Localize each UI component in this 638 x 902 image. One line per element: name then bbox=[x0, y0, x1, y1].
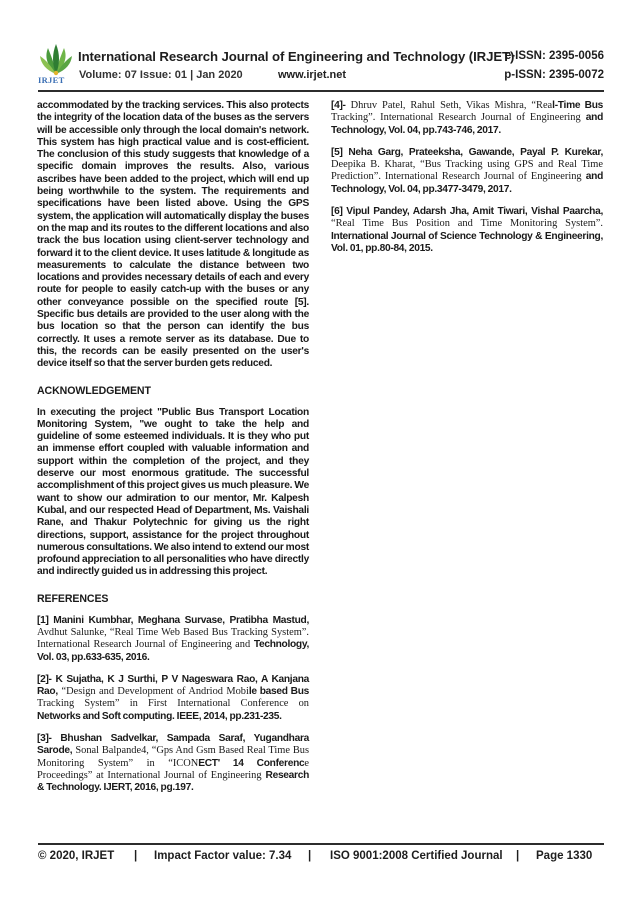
reference-item bbox=[331, 100, 603, 137]
reference-body: e Proceedings” at International Journal of Engineering bbox=[37, 757, 309, 781]
page-footer bbox=[38, 850, 604, 866]
reference-body: “Design and Development of Andriod Mobi bbox=[61, 686, 249, 698]
e-issn: e-ISSN: 2395-0056 bbox=[504, 50, 604, 62]
reference-item bbox=[331, 206, 603, 255]
reference-authors: [4]- bbox=[331, 100, 346, 111]
reference-authors: [2]- K Sujatha, K J Surthi, P V Nageswara Rao, A Kanjana Rao, bbox=[37, 673, 309, 698]
reference-authors: [3]- Bhushan Sadvelkar, Sampada Saraf, Yugandhara Sarode, bbox=[37, 733, 309, 757]
reference-authors: [1] Manini Kumbhar, Meghana Survase, Pratibha Mastud, bbox=[37, 614, 309, 626]
reference-source: Technology, Vol. 03, pp.633-635, 2016. bbox=[37, 639, 309, 663]
footer-impact-factor: Impact Factor value: 7.34 bbox=[154, 850, 292, 862]
footer-iso: ISO 9001:2008 Certified Journal bbox=[330, 850, 503, 862]
footer-separator: | bbox=[134, 850, 138, 862]
right-column bbox=[331, 100, 603, 265]
reference-item bbox=[331, 147, 603, 196]
acknowledgement-paragraph: In executing the project "Public Bus Transport Location Monitoring System, "we ought to take the help and guideline of some esteemed individuals. It is they who put an immense effort coupled with valuable information and support within the completion of the project, and they deserve our most enormous gratitude. The successful accomplishment of this project gives us much pleasure. We want to show our admiration to our mentor, Mr. Kalpesh Kubal, and our respected Head of Department, Ms. Vaishali Rane, and Thakur Polytechnic for giving us the right directions, support, assistance for the project throughout numerous consultations. We also intend to extend our most profound appreciation to all personalities who have directly and indirectly guided us in addressing this project. bbox=[37, 406, 309, 578]
reference-body: Sonal Balpande4, “Gps And Gsm Based Real Time Bus Monitoring System” in “ICON bbox=[37, 745, 309, 769]
header-divider bbox=[38, 90, 604, 92]
reference-source: Networks and Soft computing. IEEE, 2014, pp.231-235. bbox=[37, 710, 282, 722]
footer-page-number: Page 1330 bbox=[536, 850, 593, 862]
references-heading: REFERENCES bbox=[37, 592, 109, 605]
reference-body: Avdhut Salunke, “Real Time Web Based Bus Tracking System”. International Research Journal of Engineering and bbox=[37, 626, 309, 651]
footer-divider bbox=[38, 843, 604, 845]
footer-separator: | bbox=[308, 850, 312, 862]
reference-body: Dhruv Patel, Rahul Seth, Vikas Mishra, “Rea bbox=[345, 100, 553, 111]
logo-text: IRJET bbox=[38, 75, 65, 85]
reference-authors: [6] Vipul Pandey, Adarsh Jha, Amit Tiwari, Vishal Paarcha, bbox=[331, 206, 603, 218]
conclusion-paragraph: accommodated by the tracking services. This also protects the integrity of the location data of the buses as the servers will be accessible only through the local domain's network. This system has high practical value and is cost-efficient. The conclusion of this study suggests that knowledge of a specific domain improves the results. Also, various ascribes have been added to the project, which will end up being worthwhile to the system. The requirements and specifications have been listed above. Using the GPS system, the application will automatically display the buses on the map and its routes to the different locations and also track the bus location using client-server technology and forward it to the client device. It uses latitude & longitude as measurements to calculate the distance between two locations and provides necessary details of each and every route for people to easily catch-up with the buses or any other conveyance possible on the specified route [5]. Specific bus details are provided to the user along with the bus location so that the person can identify the bus correctly. It uses a remote server as its database. Due to this, the records can be easily presented on the user's device itself so that the server burden gets reduced. bbox=[37, 100, 309, 370]
reference-body: Deepika B. Kharat, “Bus Tracking using GPS and Real Time Prediction”. International Research Journal of Engineering bbox=[331, 159, 603, 183]
reference-item bbox=[37, 615, 309, 664]
left-column bbox=[37, 100, 309, 805]
reference-body: Tracking System” in First International Conference on bbox=[37, 698, 309, 710]
reference-source: and Technology, Vol. 04, pp.743-746, 2017. bbox=[331, 112, 603, 136]
reference-source: and Technology, Vol. 04, pp.3477-3479, 2017. bbox=[331, 171, 603, 195]
p-issn: p-ISSN: 2395-0072 bbox=[504, 69, 604, 81]
footer-separator: | bbox=[516, 850, 520, 862]
journal-title: International Research Journal of Engineering and Technology (IRJET) bbox=[78, 49, 515, 64]
reference-body: Tracking”. International Research Journal of Engineering bbox=[331, 112, 581, 124]
reference-body-bold: ECT' 14 Conferenc bbox=[198, 757, 305, 769]
journal-website-link[interactable]: www.irjet.net bbox=[278, 69, 347, 81]
reference-source: International Journal of Science Technology & Engineering, Vol. 01, pp.80-84, 2015. bbox=[331, 230, 603, 254]
reference-body-bold: l-Time Bus bbox=[552, 100, 603, 111]
reference-source: Research & Technology. IJERT, 2016, pg.197. bbox=[37, 769, 309, 794]
volume-issue: Volume: 07 Issue: 01 | Jan 2020 bbox=[79, 69, 243, 81]
acknowledgement-heading: ACKNOWLEDGEMENT bbox=[37, 384, 151, 397]
footer-copyright: © 2020, IRJET bbox=[38, 850, 115, 862]
page-header bbox=[38, 44, 604, 88]
reference-authors: [5] Neha Garg, Prateeksha, Gawande, Payal P. Kurekar, bbox=[331, 146, 603, 158]
reference-item bbox=[37, 674, 309, 723]
reference-item bbox=[37, 733, 309, 794]
reference-body-bold: le based Bus bbox=[248, 686, 309, 698]
journal-logo bbox=[38, 44, 74, 88]
reference-body: “Real Time Bus Position and Time Monitoring System”. bbox=[331, 218, 603, 230]
leaf-logo-icon bbox=[38, 44, 74, 76]
